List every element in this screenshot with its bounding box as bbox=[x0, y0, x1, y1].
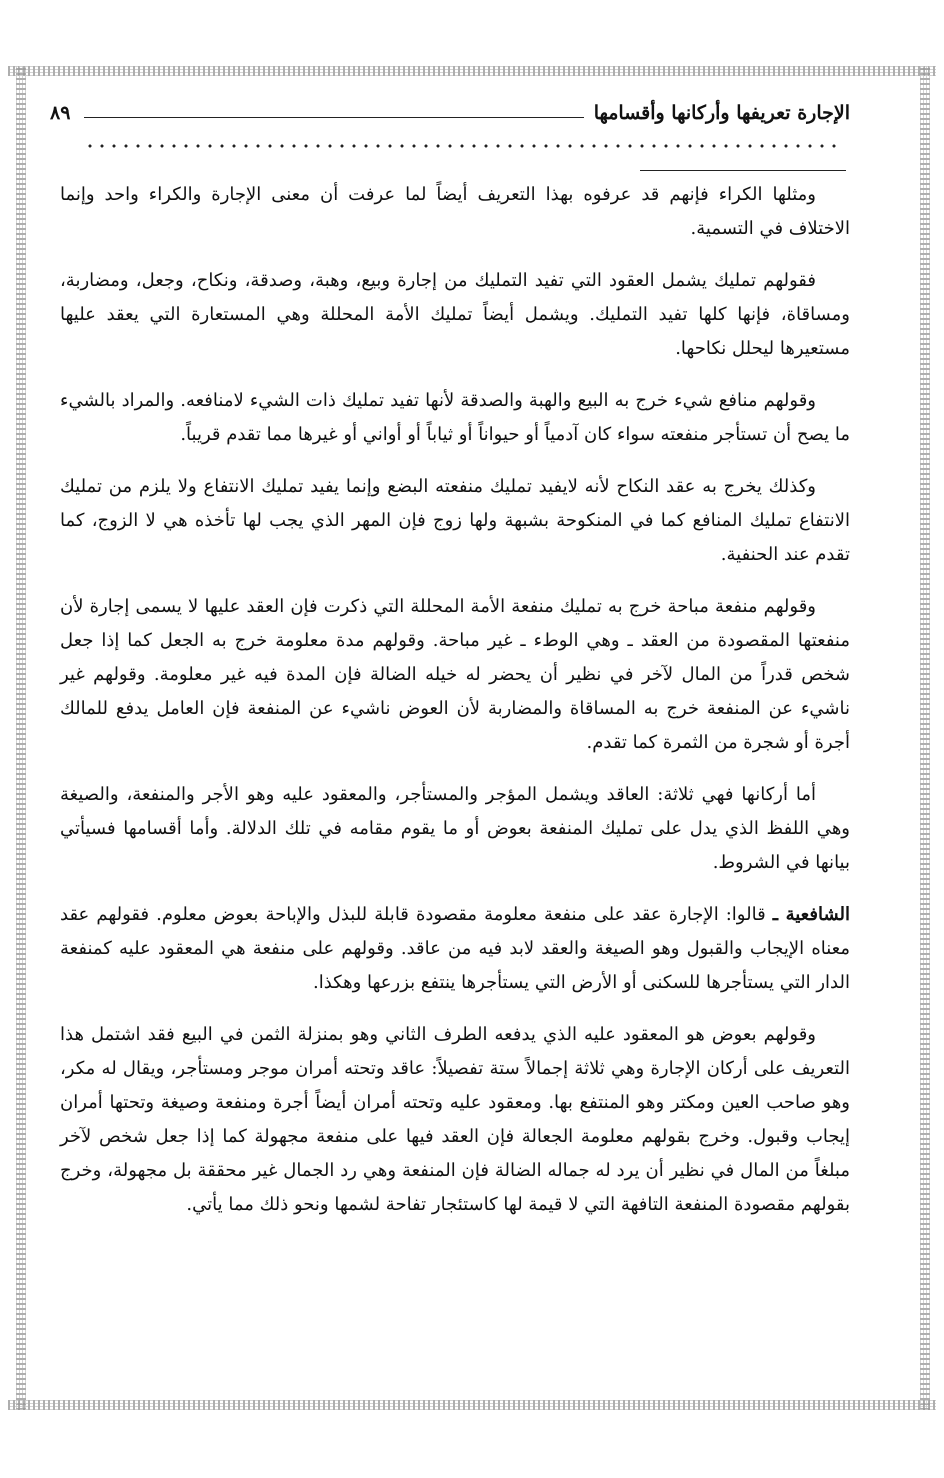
paragraph bbox=[60, 778, 850, 880]
header-underline bbox=[640, 170, 846, 171]
running-header bbox=[50, 98, 850, 128]
paragraph-text: أما أركانها فهي ثلاثة: العاقد ويشمل المؤجر والمستأجر، والمعقود عليه وهو الأجر والمنفعة، والصيغة وهي اللفظ الذي يدل على تمليك المنفعة بعوض أو ما يقوم مقامه في تلك الدلالة. وأما أقسامها فسيأتي بيانها في الشروط. bbox=[60, 784, 850, 873]
paragraph-text: وقولهم منافع شيء خرج به البيع والهبة والصدقة لأنها تفيد تمليك ذات الشيء لامنافعه. والمراد بالشيء ما يصح أن تستأجر منفعته سواء كان آدمياً أو حيواناً أو ثياباً أو أواني أو غيرها مما تقدم قريباً. bbox=[60, 390, 850, 445]
paragraph-text: قالوا: الإجارة عقد على منفعة معلومة مقصودة قابلة للبذل والإباحة بعوض معلوم. فقولهم عقد معناه الإيجاب والقبول وهو الصيغة والعقد لابد فيه من عاقد. وقولهم على منفعة هي المعقود عليه كمنفعة الدار التي يستأجرها للسكنى أو الأرض التي يستأجرها ينتفع بزرعها وهكذا. bbox=[60, 904, 850, 993]
page-border-top bbox=[8, 66, 936, 76]
paragraph-text: وكذلك يخرج به عقد النكاح لأنه لايفيد تمليك منفعته البضع وإنما يفيد تمليك الانتفاع ولا يلزم من تمليك الانتفاع تمليك المنافع كما في المنكوحة بشبهة ولها زوج فإن المهر الذي يجب لها تأخذه هي لا الزوج، كما تقدم عند الحنفية. bbox=[60, 476, 850, 565]
paragraph bbox=[60, 264, 850, 366]
paragraph bbox=[60, 590, 850, 760]
paragraph bbox=[60, 178, 850, 246]
page-number: ٨٩ bbox=[50, 102, 71, 124]
paragraph bbox=[60, 470, 850, 572]
paragraph-text: وقولهم بعوض هو المعقود عليه الذي يدفعه الطرف الثاني وهو بمنزلة الثمن في البيع فقد اشتمل هذا التعريف على أركان الإجارة وهي ثلاثة إجمالاً ستة تفصيلاً: عاقد وتحته أمران موجر ومستأجر، ويقال له مكر، وهو صاحب العين ومكتر وهو المنتفع بها. ومعقود عليه وتحته أمران أيضاً أجرة ومنفعة وصيغة وتحتها أمران إيجاب وقبول. وخرج بقولهم معلومة الجعالة فإن العقد فيها على منفعة مجهولة كما إذا جعل شخص لآخر مبلغاً من المال في نظير أن يرد له جماله الضالة فإن المنفعة وهي رد الجمال غير محققة بل مجهولة، وخرج بقولهم مقصودة المنفعة التافهة التي لا قيمة لها كاستئجار تفاحة لشمها ونحو ذلك مما يأتي. bbox=[60, 1024, 850, 1215]
dotted-separator bbox=[84, 140, 844, 152]
page-border-right bbox=[920, 66, 930, 1410]
paragraph bbox=[60, 898, 850, 1000]
page-border-left bbox=[16, 66, 26, 1410]
madhhab-term: الشافعية ـ bbox=[772, 904, 850, 925]
header-rule bbox=[84, 117, 583, 118]
paragraph-text: فقولهم تمليك يشمل العقود التي تفيد التمليك من إجارة وبيع، وهبة، وصدقة، ونكاح، وجعل، ومضاربة، ومساقاة، فإنها كلها تفيد التمليك. ويشمل أيضاً تمليك الأمة المحللة وهي المستعارة التي يعقد عليها مستعيرها ليحلل نكاحها. bbox=[60, 270, 850, 359]
body-text bbox=[60, 178, 850, 1240]
paragraph bbox=[60, 1018, 850, 1222]
header-title: الإجارة تعريفها وأركانها وأقسامها bbox=[593, 102, 850, 124]
paragraph-text: ومثلها الكراء فإنهم قد عرفوه بهذا التعريف أيضاً لما عرفت أن معنى الإجارة والكراء واحد وإنما الاختلاف في التسمية. bbox=[60, 184, 850, 239]
paragraph-text: وقولهم منفعة مباحة خرج به تمليك منفعة الأمة المحللة التي ذكرت فإن العقد عليها لا يسمى إجارة لأن منفعتها المقصودة من العقد ـ وهي الوطء ـ غير مباحة. وقولهم مدة معلومة خرج به الجعل كما إذا جعل شخص قدراً من المال لآخر في نظير أن يحضر له خيله الضالة فإن المدة فيه غير معلومة. وقولهم غير ناشيء عن المنفعة خرج به المساقاة والمضاربة لأن العوض ناشيء عن المنفعة فإن العامل يدفع للمالك أجرة أو شجرة من الثمرة كما تقدم. bbox=[60, 596, 851, 753]
page-border-bottom bbox=[8, 1400, 936, 1410]
paragraph bbox=[60, 384, 850, 452]
